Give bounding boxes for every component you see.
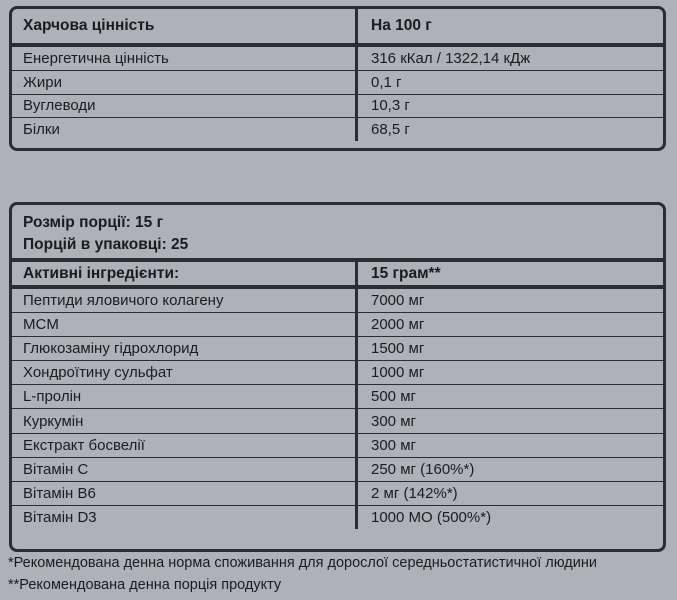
table-row xyxy=(12,481,663,505)
row-label: Вітамін В6 xyxy=(12,482,358,505)
row-value: 300 мг xyxy=(371,436,416,454)
table-row xyxy=(12,336,663,360)
row-value: 0,1 г xyxy=(371,73,402,91)
row-label: Вітамін D3 xyxy=(12,506,358,529)
serving-info xyxy=(12,205,663,261)
row-label: Пептиди яловичого колагену xyxy=(12,289,358,312)
footnotes xyxy=(8,552,597,596)
serving-size: Розмір порції: 15 г xyxy=(23,214,164,231)
row-label: Хондроїтину сульфат xyxy=(12,361,358,384)
nutrition-table xyxy=(9,6,666,151)
table-row xyxy=(12,384,663,408)
row-label: Енергетична цінність xyxy=(12,47,358,70)
table-row xyxy=(12,94,663,118)
ingredients-header-row xyxy=(12,261,663,288)
table-row xyxy=(12,505,663,529)
servings-per-pack: Порцій в упаковці: 25 xyxy=(23,236,189,253)
nutrition-header-row xyxy=(12,9,663,46)
ingredients-table xyxy=(9,202,666,552)
row-value: 7000 мг xyxy=(371,292,425,310)
nutrition-header-label: Харчова цінність xyxy=(12,9,358,43)
row-label: Вітамін С xyxy=(12,458,358,481)
row-label: Вуглеводи xyxy=(12,95,358,118)
row-value: 1000 мг xyxy=(371,364,425,382)
row-value: 68,5 г xyxy=(371,121,410,139)
row-label: Куркумін xyxy=(12,409,358,432)
row-label: Білки xyxy=(12,118,358,141)
row-value: 10,3 г xyxy=(371,97,410,115)
row-value: 2000 мг xyxy=(371,316,425,334)
table-row xyxy=(12,457,663,481)
row-value: 300 мг xyxy=(371,412,416,430)
table-row xyxy=(12,46,663,70)
row-value: 250 мг (160%*) xyxy=(371,460,475,478)
table-row xyxy=(12,288,663,312)
row-value: 2 мг (142%*) xyxy=(371,484,458,502)
table-row xyxy=(12,408,663,432)
row-label: Глюкозаміну гідрохлорид xyxy=(12,337,358,360)
table-row xyxy=(12,117,663,141)
row-label: Екстракт босвелії xyxy=(12,434,358,457)
nutrition-header-value: На 100 г xyxy=(371,17,432,34)
row-label: Жири xyxy=(12,71,358,94)
footnote-daily-norm: *Рекомендована денна норма споживання для дорослої середньостатистичної людини xyxy=(8,555,597,571)
row-value: 500 мг xyxy=(371,388,416,406)
table-row xyxy=(12,360,663,384)
footnote-daily-serving: **Рекомендована денна порція продукту xyxy=(8,577,282,593)
row-label: MCM xyxy=(12,313,358,336)
row-value: 316 кКал / 1322,14 кДж xyxy=(371,49,531,67)
row-label: L-пролін xyxy=(12,385,358,408)
table-row xyxy=(12,312,663,336)
ingredients-header-value: 15 грам** xyxy=(371,264,441,282)
table-row xyxy=(12,70,663,94)
table-row xyxy=(12,433,663,457)
ingredients-header-label: Активні інгредієнти: xyxy=(12,262,358,285)
row-value: 1000 МО (500%*) xyxy=(371,508,492,526)
row-value: 1500 мг xyxy=(371,340,425,358)
